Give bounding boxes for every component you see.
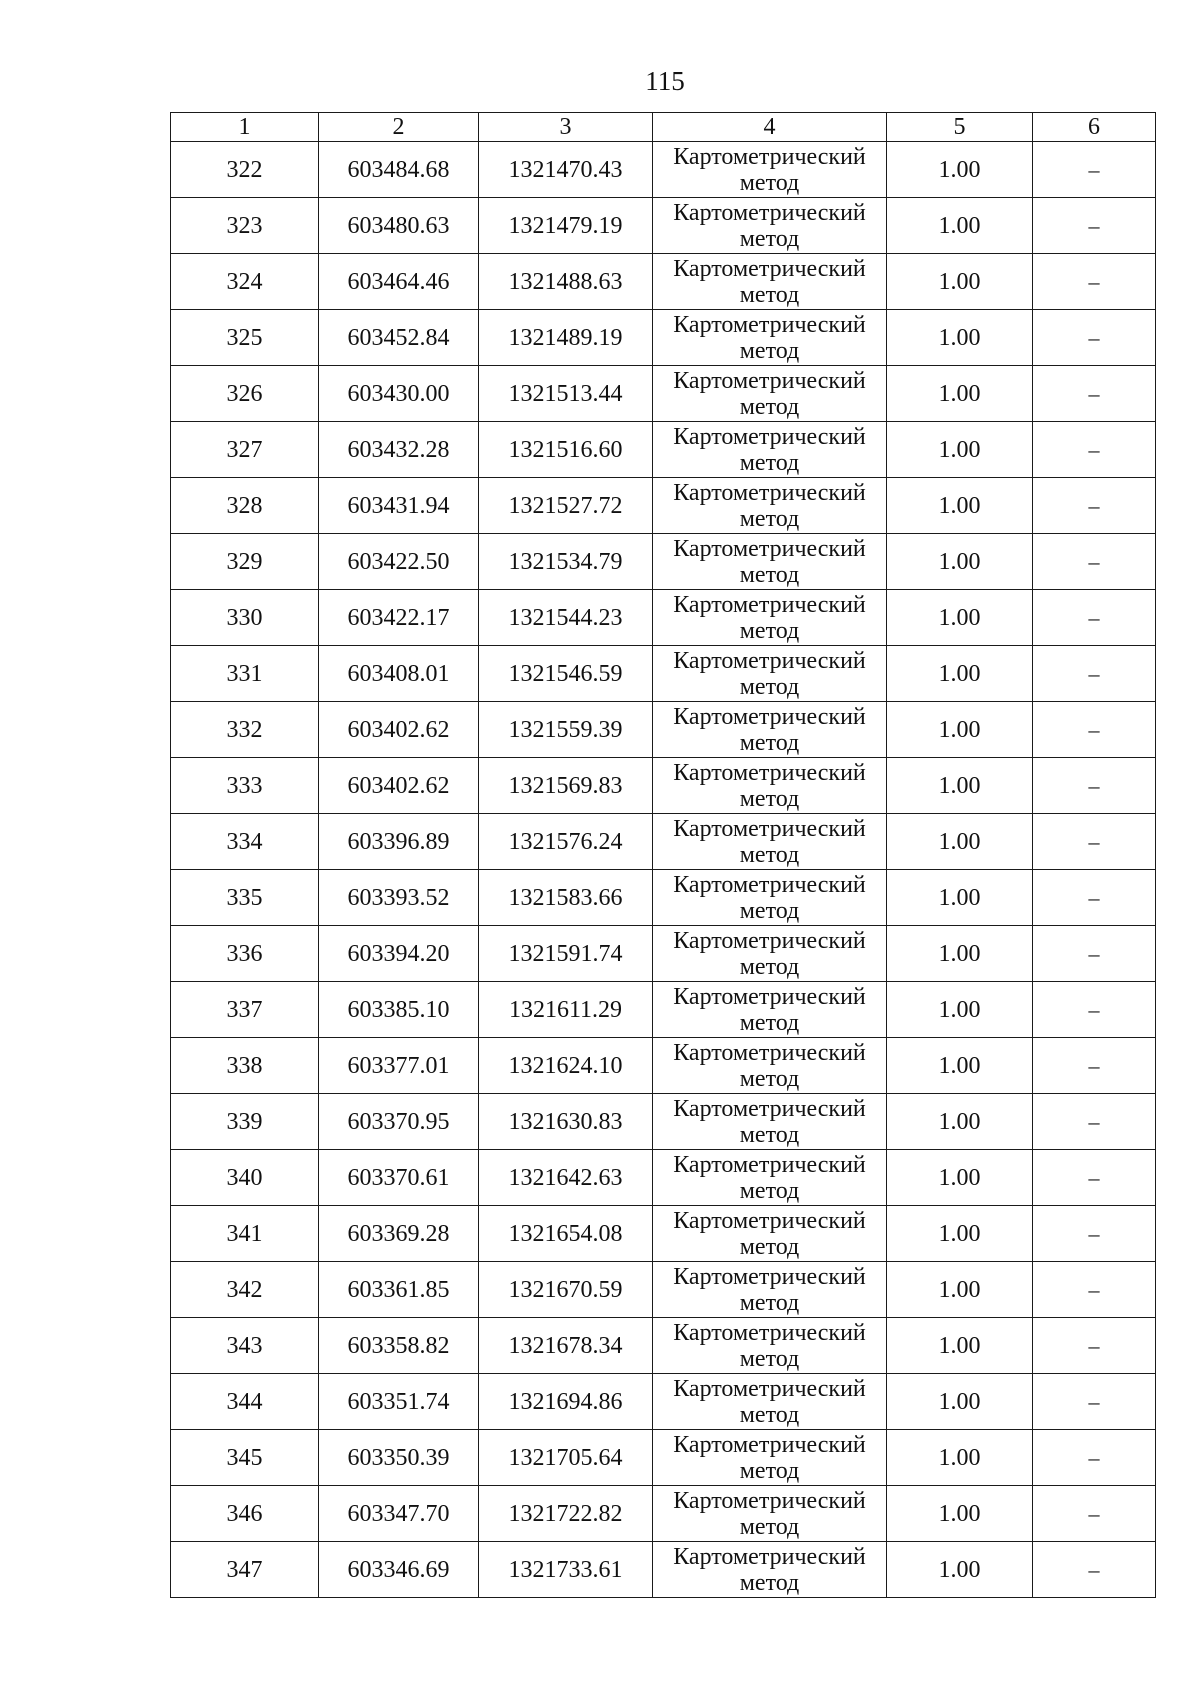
table-row [171,814,1156,870]
x-coordinate-cell: 603377.01 [319,1038,479,1094]
table-row [171,534,1156,590]
point-number-cell: 324 [171,254,319,310]
accuracy-cell: 1.00 [887,478,1033,534]
y-coordinate-cell: 1321678.34 [479,1318,653,1374]
y-coordinate-cell: 1321489.19 [479,310,653,366]
point-number-cell: 340 [171,1150,319,1206]
table-row [171,1038,1156,1094]
method-line-2: метод [739,1065,800,1092]
method-line-2: метод [739,673,800,700]
note-cell: – [1033,254,1156,310]
method-cell [653,646,887,702]
point-number-cell: 338 [171,1038,319,1094]
point-number-cell: 325 [171,310,319,366]
method-cell [653,422,887,478]
table-body [171,142,1156,1598]
note-cell: – [1033,814,1156,870]
note-cell: – [1033,1430,1156,1486]
table-row [171,1486,1156,1542]
x-coordinate-cell: 603480.63 [319,198,479,254]
point-number-cell: 344 [171,1374,319,1430]
method-line-1: Картометрический [673,1207,866,1234]
note-cell: – [1033,1094,1156,1150]
point-number-cell: 342 [171,1262,319,1318]
x-coordinate-cell: 603484.68 [319,142,479,198]
point-number-cell: 334 [171,814,319,870]
method-line-1: Картометрический [673,871,866,898]
x-coordinate-cell: 603396.89 [319,814,479,870]
method-line-2: метод [739,617,800,644]
y-coordinate-cell: 1321559.39 [479,702,653,758]
y-coordinate-cell: 1321722.82 [479,1486,653,1542]
accuracy-cell: 1.00 [887,534,1033,590]
table-row [171,982,1156,1038]
method-line-1: Картометрический [673,647,866,674]
accuracy-cell: 1.00 [887,646,1033,702]
method-cell [653,702,887,758]
note-cell: – [1033,926,1156,982]
x-coordinate-cell: 603394.20 [319,926,479,982]
accuracy-cell: 1.00 [887,1038,1033,1094]
column-header-1: 1 [171,113,319,142]
y-coordinate-cell: 1321513.44 [479,366,653,422]
method-cell [653,534,887,590]
y-coordinate-cell: 1321488.63 [479,254,653,310]
table-row [171,1206,1156,1262]
note-cell: – [1033,870,1156,926]
x-coordinate-cell: 603464.46 [319,254,479,310]
y-coordinate-cell: 1321516.60 [479,422,653,478]
method-line-1: Картометрический [673,927,866,954]
note-cell: – [1033,1206,1156,1262]
accuracy-cell: 1.00 [887,422,1033,478]
accuracy-cell: 1.00 [887,1094,1033,1150]
table-row [171,1374,1156,1430]
method-cell [653,366,887,422]
accuracy-cell: 1.00 [887,926,1033,982]
y-coordinate-cell: 1321642.63 [479,1150,653,1206]
method-line-2: метод [739,1569,800,1596]
x-coordinate-cell: 603358.82 [319,1318,479,1374]
method-line-2: метод [739,393,800,420]
note-cell: – [1033,1542,1156,1598]
method-line-2: метод [739,505,800,532]
method-cell [653,814,887,870]
table-row [171,254,1156,310]
x-coordinate-cell: 603369.28 [319,1206,479,1262]
x-coordinate-cell: 603402.62 [319,758,479,814]
accuracy-cell: 1.00 [887,366,1033,422]
y-coordinate-cell: 1321591.74 [479,926,653,982]
x-coordinate-cell: 603430.00 [319,366,479,422]
method-line-2: метод [739,1401,800,1428]
x-coordinate-cell: 603346.69 [319,1542,479,1598]
point-number-cell: 333 [171,758,319,814]
method-line-2: метод [739,337,800,364]
table-row [171,1262,1156,1318]
y-coordinate-cell: 1321694.86 [479,1374,653,1430]
method-line-1: Картометрический [673,199,866,226]
y-coordinate-cell: 1321576.24 [479,814,653,870]
x-coordinate-cell: 603393.52 [319,870,479,926]
point-number-cell: 326 [171,366,319,422]
point-number-cell: 328 [171,478,319,534]
y-coordinate-cell: 1321583.66 [479,870,653,926]
point-number-cell: 339 [171,1094,319,1150]
y-coordinate-cell: 1321733.61 [479,1542,653,1598]
method-line-1: Картометрический [673,535,866,562]
column-header-2: 2 [319,113,479,142]
x-coordinate-cell: 603452.84 [319,310,479,366]
note-cell: – [1033,1486,1156,1542]
column-header-6: 6 [1033,113,1156,142]
method-line-2: метод [739,841,800,868]
method-line-1: Картометрический [673,143,866,170]
point-number-cell: 331 [171,646,319,702]
point-number-cell: 341 [171,1206,319,1262]
y-coordinate-cell: 1321611.29 [479,982,653,1038]
y-coordinate-cell: 1321705.64 [479,1430,653,1486]
page-number: 115 [645,66,685,96]
point-number-cell: 330 [171,590,319,646]
note-cell: – [1033,982,1156,1038]
point-number-cell: 347 [171,1542,319,1598]
table-row [171,422,1156,478]
x-coordinate-cell: 603408.01 [319,646,479,702]
method-cell [653,1094,887,1150]
method-line-1: Картометрический [673,1319,866,1346]
method-line-1: Картометрический [673,1263,866,1290]
point-number-cell: 323 [171,198,319,254]
method-cell [653,1206,887,1262]
method-cell [653,590,887,646]
y-coordinate-cell: 1321544.23 [479,590,653,646]
y-coordinate-cell: 1321546.59 [479,646,653,702]
point-number-cell: 345 [171,1430,319,1486]
method-line-2: метод [739,1513,800,1540]
method-line-1: Картометрический [673,423,866,450]
accuracy-cell: 1.00 [887,1430,1033,1486]
note-cell: – [1033,590,1156,646]
method-line-2: метод [739,1121,800,1148]
table-row [171,590,1156,646]
table-row [171,198,1156,254]
method-line-2: метод [739,449,800,476]
method-cell [653,1262,887,1318]
accuracy-cell: 1.00 [887,1206,1033,1262]
accuracy-cell: 1.00 [887,1262,1033,1318]
x-coordinate-cell: 603361.85 [319,1262,479,1318]
note-cell: – [1033,142,1156,198]
method-cell [653,1430,887,1486]
y-coordinate-cell: 1321630.83 [479,1094,653,1150]
x-coordinate-cell: 603432.28 [319,422,479,478]
method-line-1: Картометрический [673,591,866,618]
method-line-1: Картометрический [673,1487,866,1514]
note-cell: – [1033,1318,1156,1374]
point-number-cell: 343 [171,1318,319,1374]
note-cell: – [1033,198,1156,254]
y-coordinate-cell: 1321569.83 [479,758,653,814]
method-line-2: метод [739,225,800,252]
method-line-1: Картометрический [673,983,866,1010]
note-cell: – [1033,534,1156,590]
method-cell [653,758,887,814]
accuracy-cell: 1.00 [887,1486,1033,1542]
accuracy-cell: 1.00 [887,870,1033,926]
y-coordinate-cell: 1321470.43 [479,142,653,198]
method-cell [653,478,887,534]
point-number-cell: 322 [171,142,319,198]
note-cell: – [1033,366,1156,422]
accuracy-cell: 1.00 [887,1150,1033,1206]
point-number-cell: 337 [171,982,319,1038]
accuracy-cell: 1.00 [887,590,1033,646]
note-cell: – [1033,1038,1156,1094]
x-coordinate-cell: 603347.70 [319,1486,479,1542]
method-line-2: метод [739,953,800,980]
method-cell [653,1150,887,1206]
method-cell [653,1486,887,1542]
note-cell: – [1033,1262,1156,1318]
method-line-1: Картометрический [673,311,866,338]
accuracy-cell: 1.00 [887,254,1033,310]
point-number-cell: 346 [171,1486,319,1542]
method-line-1: Картометрический [673,1431,866,1458]
method-cell [653,310,887,366]
x-coordinate-cell: 603422.17 [319,590,479,646]
table-row [171,646,1156,702]
y-coordinate-cell: 1321670.59 [479,1262,653,1318]
method-cell [653,1374,887,1430]
column-header-5: 5 [887,113,1033,142]
x-coordinate-cell: 603351.74 [319,1374,479,1430]
method-cell [653,1542,887,1598]
method-line-2: метод [739,1233,800,1260]
x-coordinate-cell: 603370.95 [319,1094,479,1150]
method-line-2: метод [739,785,800,812]
point-number-cell: 335 [171,870,319,926]
method-line-1: Картометрический [673,703,866,730]
point-number-cell: 336 [171,926,319,982]
method-line-2: метод [739,1177,800,1204]
method-line-1: Картометрический [673,255,866,282]
table-row [171,1542,1156,1598]
note-cell: – [1033,758,1156,814]
accuracy-cell: 1.00 [887,814,1033,870]
x-coordinate-cell: 603402.62 [319,702,479,758]
method-line-2: метод [739,1345,800,1372]
note-cell: – [1033,310,1156,366]
method-line-1: Картометрический [673,1039,866,1066]
accuracy-cell: 1.00 [887,310,1033,366]
method-cell [653,1038,887,1094]
method-line-2: метод [739,1457,800,1484]
table-row [171,926,1156,982]
method-line-2: метод [739,561,800,588]
method-line-1: Картометрический [673,1543,866,1570]
method-line-1: Картометрический [673,759,866,786]
table-row [171,310,1156,366]
method-line-1: Картометрический [673,367,866,394]
column-header-4: 4 [653,113,887,142]
x-coordinate-cell: 603370.61 [319,1150,479,1206]
coordinates-table [170,112,1156,1598]
table-header-row [171,113,1156,142]
method-line-1: Картометрический [673,1151,866,1178]
method-line-1: Картометрический [673,1095,866,1122]
accuracy-cell: 1.00 [887,1542,1033,1598]
y-coordinate-cell: 1321654.08 [479,1206,653,1262]
method-cell [653,254,887,310]
method-line-2: метод [739,729,800,756]
method-line-2: метод [739,897,800,924]
method-cell [653,982,887,1038]
table-row [171,758,1156,814]
accuracy-cell: 1.00 [887,702,1033,758]
method-line-2: метод [739,1289,800,1316]
accuracy-cell: 1.00 [887,982,1033,1038]
method-cell [653,142,887,198]
note-cell: – [1033,1374,1156,1430]
method-line-2: метод [739,281,800,308]
y-coordinate-cell: 1321534.79 [479,534,653,590]
note-cell: – [1033,478,1156,534]
table-row [171,1318,1156,1374]
table-row [171,1150,1156,1206]
point-number-cell: 327 [171,422,319,478]
method-line-1: Картометрический [673,1375,866,1402]
x-coordinate-cell: 603431.94 [319,478,479,534]
accuracy-cell: 1.00 [887,758,1033,814]
y-coordinate-cell: 1321479.19 [479,198,653,254]
table-row [171,478,1156,534]
method-line-1: Картометрический [673,479,866,506]
method-cell [653,1318,887,1374]
y-coordinate-cell: 1321527.72 [479,478,653,534]
accuracy-cell: 1.00 [887,198,1033,254]
column-header-3: 3 [479,113,653,142]
y-coordinate-cell: 1321624.10 [479,1038,653,1094]
method-line-2: метод [739,1009,800,1036]
table-row [171,870,1156,926]
accuracy-cell: 1.00 [887,142,1033,198]
point-number-cell: 329 [171,534,319,590]
accuracy-cell: 1.00 [887,1318,1033,1374]
note-cell: – [1033,702,1156,758]
method-line-2: метод [739,169,800,196]
table-row [171,1430,1156,1486]
table-row [171,142,1156,198]
note-cell: – [1033,1150,1156,1206]
note-cell: – [1033,422,1156,478]
table-row [171,1094,1156,1150]
accuracy-cell: 1.00 [887,1374,1033,1430]
x-coordinate-cell: 603350.39 [319,1430,479,1486]
note-cell: – [1033,646,1156,702]
method-line-1: Картометрический [673,815,866,842]
x-coordinate-cell: 603422.50 [319,534,479,590]
point-number-cell: 332 [171,702,319,758]
x-coordinate-cell: 603385.10 [319,982,479,1038]
method-cell [653,870,887,926]
table-row [171,702,1156,758]
method-cell [653,198,887,254]
method-cell [653,926,887,982]
table-row [171,366,1156,422]
